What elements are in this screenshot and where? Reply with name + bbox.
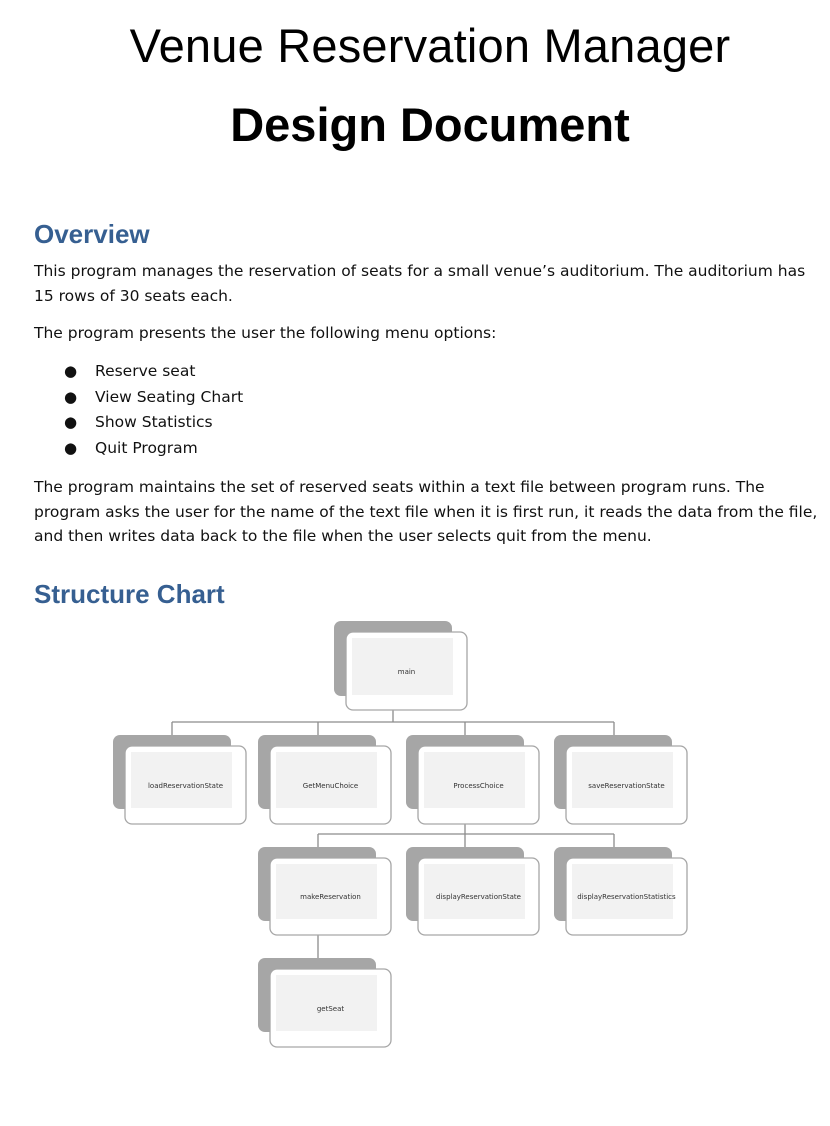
bullet-icon: ● [64,438,78,457]
chart-node-load [113,735,246,824]
chart-node-make [258,847,391,935]
list-item-text: Reserve seat [95,362,196,380]
overview-paragraph-3: The program maintains the set of reserved seats within a text file between program runs. The program asks the user for the name of the text file when it is first run, it reads the data from the file, and then writes data back to the file when the user selects quit from the menu. [34,478,818,545]
document-title: Venue Reservation Manager [129,19,731,72]
chart-node-label: getSeat [316,1005,345,1013]
chart-node-label: displayReservationState [436,893,521,901]
chart-node-getmenu [258,735,391,824]
chart-node-display-state [406,847,539,935]
chart-node-label: main [397,668,416,676]
chart-node-main [334,621,467,710]
bullet-icon: ● [64,362,78,380]
chart-node-display-stats [554,847,687,935]
chart-node-label: makeReservation [300,893,361,901]
bullet-icon: ● [64,413,78,432]
list-item-text: View Seating Chart [95,387,244,406]
overview-paragraph-1: This program manages the reservation of seats for a small venue’s auditorium. The auditorium has 15 rows of 30 seats each. [34,262,806,305]
chart-node-label: saveReservationState [588,782,665,790]
chart-node-process [406,735,539,824]
structure-chart-heading: Structure Chart [34,579,225,609]
overview-paragraph-2: The program presents the user the following menu options: [34,324,497,342]
chart-node-getseat [258,958,391,1047]
document-subtitle: Design Document [230,98,630,151]
list-item-text: Show Statistics [95,413,213,432]
chart-node-label: GetMenuChoice [302,782,359,790]
overview-heading: Overview [34,219,150,249]
chart-node-save [554,735,687,824]
list-item-text: Quit Program [95,438,198,457]
chart-node-label: displayReservationStatistics [577,893,676,901]
chart-node-label: ProcessChoice [453,782,504,790]
chart-node-label: loadReservationState [147,782,224,790]
bullet-icon: ● [64,387,78,406]
